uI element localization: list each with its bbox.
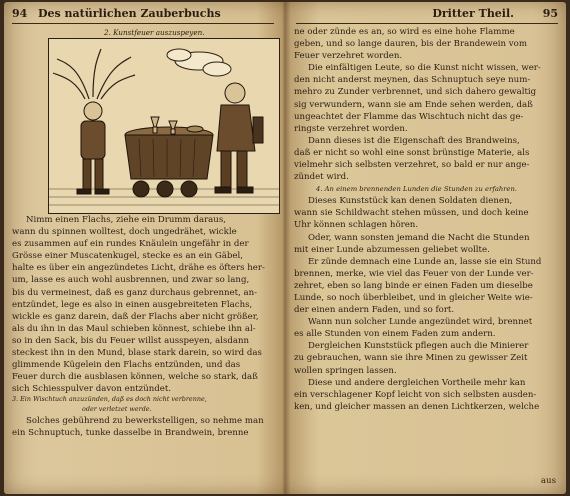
text-line: ne oder zünde es an, so wird es eine hohe Flamme bbox=[294, 27, 515, 37]
text-line: 3. Ein Wischtuch anzuzünden, daß es doch nicht verbrenne, bbox=[12, 395, 207, 404]
text-line: Die einfältigen Leute, so die Kunst nicht wissen, wer- bbox=[308, 63, 541, 74]
left-page bbox=[4, 2, 282, 494]
text-line: Lunde, so noch überbleibet, und in gleicher Weite wie- bbox=[294, 292, 533, 303]
left-page-header bbox=[12, 6, 274, 22]
text-line: Dieses Kunststück kan denen Soldaten dienen, bbox=[308, 196, 513, 207]
text-line: oder verletzet werde. bbox=[82, 405, 152, 413]
text-line: entzündet, lege es also in einen ausgebreiteten Flachs, bbox=[12, 299, 253, 310]
catchword: aus bbox=[540, 476, 556, 486]
text-line: ken, und gleicher massen an denen Lichtkerzen, welche bbox=[294, 401, 540, 412]
text-line: wollen springen lassen. bbox=[294, 365, 397, 376]
right-page-number: 95 bbox=[542, 7, 558, 20]
text-line: Dergleichen Kunststück pflegen auch die Minierer bbox=[308, 341, 529, 352]
right-page-header bbox=[296, 6, 558, 22]
text-line: Diese und andere dergleichen Vortheile mehr kan bbox=[308, 377, 526, 388]
text-line: sich Schiesspulver davon entzündet. bbox=[12, 384, 172, 395]
text-line: glimmende Kügelein den Flachs entzünden, und das bbox=[12, 360, 241, 371]
text-line: geben, und so lange dauren, bis der Brandewein vom bbox=[294, 39, 527, 50]
text-line: Nimm einen Flachs, ziehe ein Drumm daraus, bbox=[26, 215, 226, 225]
text-line: Uhr können schlagen hören. bbox=[294, 220, 419, 231]
text-line: zu gebrauchen, wann sie ihre Minen zu gewisser Zeit bbox=[294, 353, 528, 364]
text-line: steckest ihn in den Mund, blase stark darein, so wird das bbox=[12, 348, 262, 359]
text-line: ein Schnuptuch, tunke dasselbe in Brandwein, brenne bbox=[12, 427, 249, 438]
text-line: ein verschlagener Kopf leicht von sich selbsten ausden- bbox=[294, 389, 537, 400]
right-page-body-text bbox=[294, 26, 558, 413]
text-line: wann sie Schildwacht stehen müssen, und doch keine bbox=[294, 208, 529, 219]
text-line: daß er nicht so wohl eine sonst brünstige Materie, als bbox=[294, 147, 530, 158]
left-header-rule bbox=[12, 23, 274, 24]
text-line: wickle es ganz darein, daß der Flachs aber nicht größer, bbox=[12, 311, 259, 322]
text-line: Grösse einer Muscatenkugel, stecke es an ein Gäbel, bbox=[12, 251, 243, 262]
right-running-title: Dritter Theil. bbox=[432, 7, 514, 20]
text-line: um, lasse es auch wohl ausbrennen, und zwar so lang, bbox=[12, 275, 250, 286]
text-line: brennen, merke, wie viel das Feuer von der Lunde ver- bbox=[294, 268, 534, 279]
text-line: 4. An einem brennenden Lunden die Stunden zu erfahren. bbox=[316, 185, 518, 194]
woodcut-illustration-fire-breather-icon bbox=[48, 38, 280, 214]
left-running-title: Des natürlichen Zauberbuchs bbox=[38, 7, 221, 20]
text-line: mit einer Lunde abzumessen geliebet wollte. bbox=[294, 244, 490, 255]
text-line: es zusammen auf ein rundes Knäulein ungefähr in der bbox=[12, 239, 249, 250]
text-line: ungeachtet der Flamme das Wischtuch nicht das ge- bbox=[294, 111, 524, 122]
text-line: als du ihn in das Maul schieben könnest, schiebe ihn al- bbox=[12, 323, 256, 334]
text-line: Solches gebührend zu bewerkstelligen, so nehme man bbox=[26, 415, 264, 426]
text-line: sig verwundern, wann sie am Ende sehen werden, daß bbox=[294, 99, 533, 110]
text-line: ringste verzehret worden. bbox=[294, 123, 408, 134]
text-line: Oder, wann sonsten jemand die Nacht die Stunden bbox=[308, 232, 530, 243]
right-page bbox=[288, 2, 566, 494]
text-line: Dann dieses ist die Eigenschaft des Brandweins, bbox=[308, 135, 520, 146]
text-line: so in den Sack, bis du Feuer willst ausspeyen, alsdann bbox=[12, 335, 250, 346]
text-line: mehro zu Zunder verbrennet, und sich dahero gewaltig bbox=[294, 87, 537, 98]
woodcut-caption: 2. Kunstfeuer auszuspeyen. bbox=[104, 28, 205, 37]
text-line: den nicht anderst meynen, das Schnuptuch seye num- bbox=[294, 75, 531, 86]
text-line: Feuer verzehret worden. bbox=[294, 51, 403, 62]
text-line: der einen andern Faden, und so fort. bbox=[294, 305, 455, 316]
text-line: Wann nun solcher Lunde angezündet wird, brennet bbox=[308, 317, 533, 328]
text-line: zehret, eben so lang binde er einen Faden um dieselbe bbox=[294, 280, 533, 291]
text-line: Feuer durch die ausblasen können, welche so stark, daß bbox=[12, 372, 258, 383]
book-spread bbox=[4, 2, 566, 494]
left-page-body-text bbox=[12, 214, 276, 439]
text-line: zündet wird. bbox=[294, 172, 349, 183]
right-header-rule bbox=[296, 23, 558, 24]
text-line: vielmehr sich selbsten verzehret, so bald er nur ange- bbox=[294, 160, 530, 171]
text-line: es alle Stunden von einem Faden zum andern. bbox=[294, 329, 496, 340]
text-line: Er zünde demnach eine Lunde an, lasse sie ein Stund bbox=[308, 256, 542, 267]
text-line: wann du spinnen wolltest, doch ungedrähet, wickle bbox=[12, 227, 237, 238]
left-page-number: 94 bbox=[12, 7, 28, 20]
text-line: halte es über ein angezündetes Licht, drähe es öfters her- bbox=[12, 263, 265, 274]
text-line: bis du vermeinest, daß es ganz durchaus gebrennet, an- bbox=[12, 287, 258, 298]
